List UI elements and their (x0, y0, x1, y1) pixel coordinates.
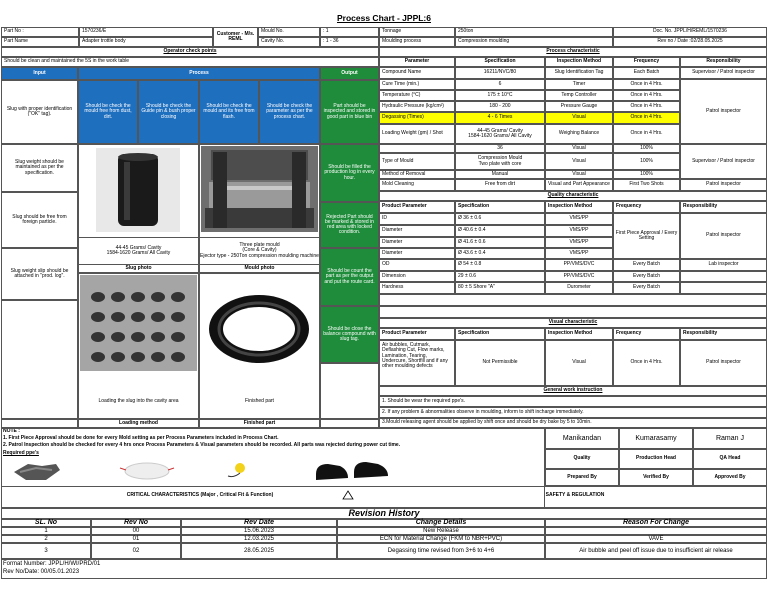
slug-info: 44-45 Grams/ Cavity 1584-1620 Grams/ All Cavity (78, 238, 199, 264)
finished-caption: Finished part (245, 398, 274, 405)
safety-shoes-icon (312, 456, 392, 486)
general-work-title: General work instruction (379, 386, 767, 396)
gloves-icon (12, 460, 62, 484)
qc-row-parameter: ID (379, 213, 455, 225)
qc-row-method: VMS/PP (545, 248, 613, 259)
qc-row-spec: Ø 41.6 ± 0.6 (455, 237, 545, 248)
cavity-no-label: Cavity No. (258, 37, 320, 47)
pc-resp-clean: Patrol inspector (680, 179, 767, 191)
slug-photo (96, 148, 180, 232)
page-title: Process Chart - JPPL:6 (336, 12, 431, 23)
part-no-label: Part No : (1, 27, 79, 37)
qc-header-frequency: Frequency (613, 201, 680, 213)
pc-row-parameter: Hydraulic Pressure (kg/cm²) (379, 101, 455, 112)
operator-check-text: Should be clean and maintained the 5S in the work table (1, 57, 379, 67)
vc-row-spec: Not Permissible (455, 340, 545, 386)
pc-row-frequency: Once in 4 Hrs. (613, 79, 680, 90)
pc-row-method: Visual and Part Appearance (545, 179, 613, 191)
input-4: Slug weight slip should be attached in "prod. log". (1, 248, 78, 300)
rev-header-date: Rev Date (181, 519, 337, 527)
output-3: Rejected Part should be marked & stored in red area with locked condition. (320, 202, 379, 248)
qc-row-method: Durometer (545, 282, 613, 294)
vc-row-frequency: Once in 4 Hrs. (613, 340, 680, 386)
pc-row-spec: Free from dirt (455, 179, 545, 191)
input-2: Slug weight should be maintained as per the specification. (1, 144, 78, 192)
pc-header-spec: Specification (455, 57, 545, 67)
sign-action: Approved By (693, 469, 767, 486)
rev-cell: 3 (1, 543, 91, 559)
sign-name: Kumarasamy (619, 428, 693, 449)
process-step-1: Should be check the mould free from dust, dirt. (78, 80, 138, 144)
pc-row-spec: 175 ± 10°C (455, 90, 545, 101)
sign-role: Quality (545, 449, 619, 469)
vc-header-spec: Specification (455, 328, 545, 340)
process-label: Moulding process (379, 37, 455, 47)
sign-name: Manikandan (545, 428, 619, 449)
pc-row-frequency: 100% (613, 170, 680, 179)
rev-header-change: Change Details (337, 519, 545, 527)
input-3: Slug should be free from foreign particle. (1, 192, 78, 248)
qc-row-spec: Ø 54 ± 0.8 (455, 259, 545, 271)
loading-photo (80, 275, 197, 371)
rev-cell: 1 (1, 527, 91, 535)
process-characteristic-title: Process characteristic (379, 47, 767, 57)
qc-header-spec: Specification (455, 201, 545, 213)
qc-header-parameter: Product Parameter (379, 201, 455, 213)
pc-row-parameter: Compound Name (379, 67, 455, 79)
process-header: Process (78, 67, 320, 80)
rev-cell: 02 (91, 543, 181, 559)
mould-photo (201, 146, 318, 232)
mould-no-value: : 1 (320, 27, 379, 37)
rev-header-rev: Rev No (91, 519, 181, 527)
pc-row-frequency: Once in 4 Hrs. (613, 101, 680, 112)
pc-row-method-highlight: Visual (545, 112, 613, 124)
ppe-label: Required ppe's (3, 450, 39, 456)
pc-row-frequency: Once in 4 Hrs. (613, 90, 680, 101)
rev-cell: 28.05.2025 (181, 543, 337, 559)
sign-action: Verified By (619, 469, 693, 486)
slug-photo-label: Slug photo (78, 264, 199, 273)
qc-row-parameter: Diameter (379, 225, 455, 237)
pc-row-spec: 44-45 Grams/ Cavity 1584-1620 Grams/ All Cavity (455, 124, 545, 144)
qc-row-parameter: Dimension (379, 271, 455, 282)
general-work-item: 3.Mould releasing agent should be applied by shift once and should be dry bake by 5 to 10min. (379, 418, 767, 428)
vc-header-parameter: Product Parameter (379, 328, 455, 340)
qc-row-spec: Ø 43.6 ± 0.4 (455, 248, 545, 259)
footer-frame (1, 559, 767, 579)
pc-header-frequency: Frequency (613, 57, 680, 67)
operator-check-title: Operator check points (1, 47, 379, 57)
pc-row-frequency: Once in 4 Hrs. (613, 124, 680, 144)
sign-action: Prepared By (545, 469, 619, 486)
qc-header-responsibility: Responsibility (680, 201, 767, 213)
pc-header-parameter: Parameter (379, 57, 455, 67)
part-name-label: Part Name (1, 37, 79, 47)
rev-cell: New Release (337, 527, 545, 535)
pc-header-responsibility: Responsibility (680, 57, 767, 67)
vc-header-frequency: Frequency (613, 328, 680, 340)
qc-row-parameter: Hardness (379, 282, 455, 294)
rev-header-reason: Reason For Change (545, 519, 767, 527)
rev-no-date: Rev No/Date: 00/05.01.2023 (3, 569, 80, 575)
rev-cell: ECN for Material Change (FKM to NBR+PVC) (337, 535, 545, 543)
finished-part-label: Finished part (199, 419, 320, 428)
rev-cell: VAVE (545, 535, 767, 543)
finished-photo (201, 285, 318, 371)
process-step-2: Should be check the Guide pin & bush proper closing (138, 80, 199, 144)
qc-row-parameter: Diameter (379, 237, 455, 248)
vc-header-responsibility: Responsibility (680, 328, 767, 340)
note-title: NOTE : (3, 428, 20, 434)
pc-row-method: Visual (545, 170, 613, 179)
pc-row-parameter: Cure Time (min.) (379, 79, 455, 90)
sign-role: QA Head (693, 449, 767, 469)
input-header: Input (1, 67, 78, 80)
loading-caption: Loading the slug into the cavity area (98, 398, 179, 405)
pc-row-frequency: 100% (613, 153, 680, 170)
vc-row-responsibility: Patrol inspector (680, 340, 767, 386)
pc-row-parameter (379, 144, 455, 153)
qc-freq-dim: Every Batch (613, 271, 680, 282)
pc-row-frequency-highlight: Once in 4 Hrs. (613, 112, 680, 124)
pc-row-parameter: Loading Weight (gm) / Shot (379, 124, 455, 144)
pc-row-parameter: Temperature (°C) (379, 90, 455, 101)
pc-row-spec: Manual (455, 170, 545, 179)
qc-row-method: VMS/PP (545, 237, 613, 248)
pc-row-spec: 16211/NVC/80 (455, 67, 545, 79)
input-tail (1, 300, 78, 419)
quality-characteristic-title: Quality characteristic (379, 191, 767, 201)
part-no-value: 1570236/E (79, 27, 213, 37)
tonnage-value: 250ton (455, 27, 613, 37)
output-5: Should be close the balance compound with slug tag. (320, 306, 379, 363)
process-value: Compression moulding (455, 37, 613, 47)
rev-no: Rev no / Date :02/28.05.2025 (613, 37, 767, 47)
pc-row-method: Weighing Balance (545, 124, 613, 144)
rev-cell: Degassing time revised from 3+6 to 4+6 (337, 543, 545, 559)
qc-row-method: VMS/PP (545, 213, 613, 225)
customer-label: Customer - M/s. REML (213, 27, 258, 47)
format-number: Format Number: JPPL/H/WI/PRD/01 (3, 561, 101, 567)
pc-row-method: Slug Identification Tag (545, 67, 613, 79)
input-1: Slug with proper identification ("OK" tag). (1, 80, 78, 144)
qc-row-spec: 80 ± 5 Shore "A" (455, 282, 545, 294)
revision-title: Revision History (1, 508, 767, 519)
output-header: Output (320, 67, 379, 80)
pc-row-spec: 180 - 200 (455, 101, 545, 112)
critical-row-frame (1, 486, 767, 508)
pc-row-parameter-highlight: Degassing (Times) (379, 112, 455, 124)
output-tail (320, 363, 379, 419)
pc-row-frequency: Each Batch (613, 67, 680, 79)
qc-blank-row-2 (379, 306, 767, 318)
pc-row-frequency: First Two Shots (613, 179, 680, 191)
mould-info: Three plate mould (Core & Cavity) Ejector type - 250Ton compression moulding machine (199, 238, 320, 264)
pc-row-parameter: Type of Mould (379, 153, 455, 170)
pc-row-parameter: Mold Cleaning (379, 179, 455, 191)
critical-characteristics: CRITICAL CHARACTERISTICS (Major , Critical Fit & Function) (126, 491, 274, 498)
qc-row-parameter: OD (379, 259, 455, 271)
rev-cell (545, 527, 767, 535)
qc-row-method: PP/VMS/DVC (545, 271, 613, 282)
sign-role: Production Head (619, 449, 693, 469)
qc-row-method: PP/VMS/DVC (545, 259, 613, 271)
rev-header-sl: SL. No (1, 519, 91, 527)
tonnage-label: Tonnage (379, 27, 455, 37)
qc-freq-first: First Piece Approval / Every Setting (613, 213, 680, 259)
rev-cell: 01 (91, 535, 181, 543)
qc-blank-row (379, 294, 767, 306)
vc-row-defects: Air bubbles, Cutmark, Deflashing Cut, Flow marks, Lamination, Tearing, Undercure, Shortfill and if any other moulding defects (379, 340, 455, 386)
rev-cell: 00 (91, 527, 181, 535)
general-work-item: 2. If any problem & abnormalities observe in moulding, inform to shift incharge immediately. (379, 407, 767, 418)
pc-resp-mid: Patrol inspector (680, 79, 767, 144)
rev-cell: 2 (1, 535, 91, 543)
mask-icon (118, 460, 176, 482)
loading-method-label: Loading method (78, 419, 199, 428)
pc-row-method: Visual (545, 153, 613, 170)
pc-row-method: Pressure Gauge (545, 101, 613, 112)
label-row-left (1, 419, 78, 428)
qc-resp-od: Lab inspector (680, 259, 767, 271)
sign-name: Raman J (693, 428, 767, 449)
qc-row-spec: Ø 40.6 ± 0.4 (455, 225, 545, 237)
pc-row-parameter: Method of Removal (379, 170, 455, 179)
cavity-no-value: : 1 - 36 (320, 37, 379, 47)
earplug-icon (220, 460, 260, 482)
qc-row-parameter: Diameter (379, 248, 455, 259)
mould-no-label: Mould No. (258, 27, 320, 37)
pc-resp-type: Supervisor / Patrol inspector (680, 144, 767, 179)
vc-header-method: Inspection Method (545, 328, 613, 340)
safety-regulation: SAFETY & REGULATION (545, 491, 605, 498)
rev-cell: Air bubble and peel off issue due to insufficient air release (545, 543, 767, 559)
note-line: 1. First Piece Approval should be done for every Mold setting as per Process Parameters included in Process Chart. (3, 435, 279, 441)
pc-row-spec: 6 (455, 79, 545, 90)
qc-row-spec: Ø 36 ± 0.6 (455, 213, 545, 225)
pc-row-spec-highlight: 4 - 6 Times (455, 112, 545, 124)
qc-row-method: VMS/PP (545, 225, 613, 237)
qc-row-spec: 29 ± 0.6 (455, 271, 545, 282)
rev-cell: 12.03.2025 (181, 535, 337, 543)
visual-characteristic-title: Visual characteristic (379, 318, 767, 328)
process-step-3: Should be check the mould and its free from flash. (199, 80, 259, 144)
output-1: Part should be inspected and stored in good part in blue bin (320, 80, 379, 144)
doc-no: Doc. No. JPPL/H/REML/1570236 (613, 27, 767, 37)
qc-resp-first: Patrol inspector (680, 213, 767, 259)
mould-photo-label: Mould photo (199, 264, 320, 273)
general-work-item: 1. Should be wear the required ppe's. (379, 396, 767, 407)
pc-row-spec: Compression Mould Two plate with core (455, 153, 545, 170)
pc-row-method: Temp Controller (545, 90, 613, 101)
output-2: Should be filled the production log in every hour. (320, 144, 379, 202)
pc-row-method: Visual (545, 144, 613, 153)
label-row-right (320, 419, 379, 428)
qc-freq-od: Every Batch (613, 259, 680, 271)
qc-resp-hard (680, 282, 767, 294)
qc-header-method: Inspection Method (545, 201, 613, 213)
note-line: 2. Patrol Inspection should be checked for every 4 hrs once Process Parameters & Visual parameters should be recorded. All parts was rejected during power cut time. (3, 442, 401, 448)
pc-row-spec: 36 (455, 144, 545, 153)
qc-freq-hard: Every Batch (613, 282, 680, 294)
qc-resp-dim (680, 271, 767, 282)
pc-header-method: Inspection Method (545, 57, 613, 67)
vc-row-method: Visual (545, 340, 613, 386)
pc-row-frequency: 100% (613, 144, 680, 153)
process-step-4: Should be check the parameter as per the process chart. (259, 80, 320, 144)
pc-row-method: Timer (545, 79, 613, 90)
part-name-value: Adapter trottle body (79, 37, 213, 47)
output-4: Should be count the part as per the output and put the route card. (320, 248, 379, 306)
rev-cell: 15.06.2023 (181, 527, 337, 535)
pc-row-responsibility: Supervisor / Patrol inspector (680, 67, 767, 79)
